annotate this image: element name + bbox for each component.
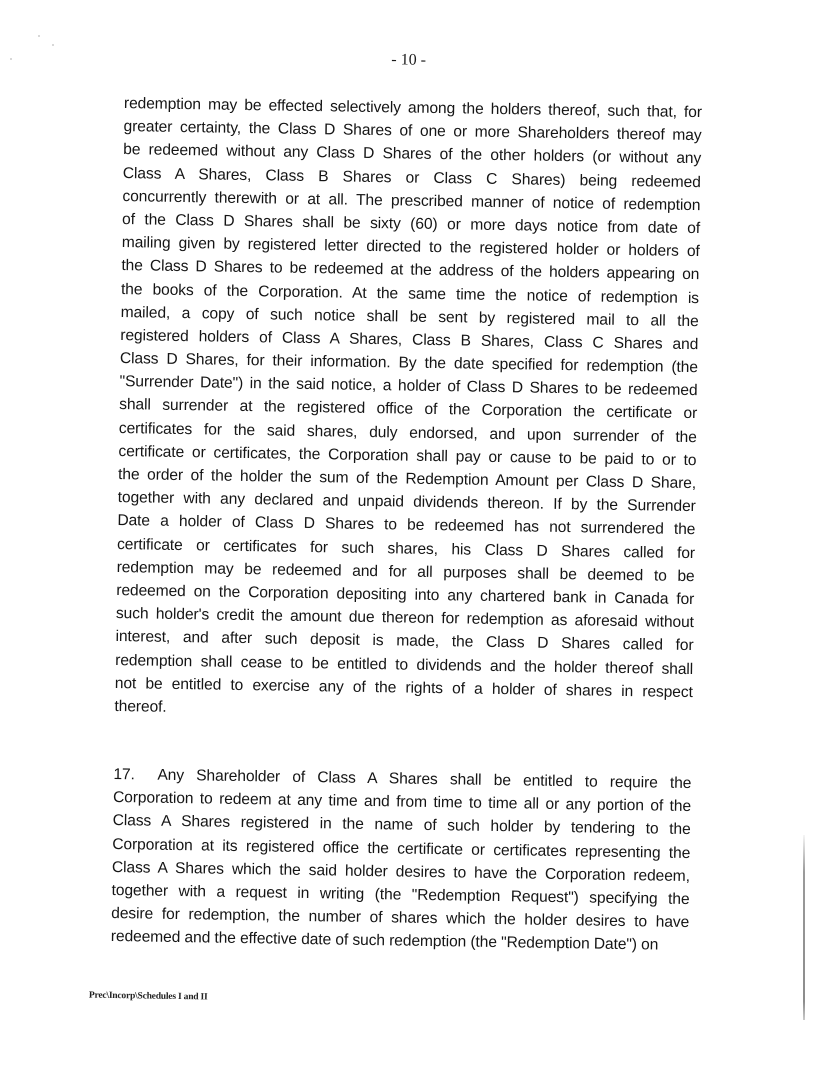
text-line: certificate or certificates, the Corporation shall pay or cause to be paid to or to bbox=[118, 442, 697, 469]
text-line: registered holders of Class A Shares, Class B Shares, Class C Shares and bbox=[120, 326, 699, 353]
paragraph-number: 17. bbox=[113, 765, 135, 784]
text-line: of the Class D Shares shall be sixty (60) or more days notice from date of bbox=[121, 210, 701, 238]
text-line: together with a request in writing (the "Redemption Request") specifying the bbox=[111, 881, 690, 908]
scan-speck bbox=[10, 58, 12, 60]
paragraph-17 bbox=[111, 763, 692, 958]
text-line: be redeemed without any Class D Shares of the other holders (or without any bbox=[123, 141, 702, 168]
text-line: redeemed on the Corporation depositing into any chartered bank in Canada for bbox=[116, 581, 695, 609]
text-line: Corporation to redeem at any time and from time to time all or any portion of the bbox=[112, 789, 692, 816]
scan-speck bbox=[38, 35, 40, 37]
text-line: together with any declared and unpaid dividends thereon. If by the Surrender bbox=[117, 489, 696, 516]
text-line: Class A Shares which the said holder desires to have the Corporation redeem, bbox=[111, 858, 691, 885]
text-line: Class A Shares, Class B Shares or Class C Shares) being redeemed bbox=[122, 164, 701, 191]
text-line: greater certainty, the Class D Shares of one or more Shareholders thereof may bbox=[123, 118, 702, 145]
text-line: thereof. bbox=[114, 697, 167, 716]
text-line: the order of the holder the sum of the Redemption Amount per Class D Share, bbox=[117, 466, 697, 493]
scan-speck bbox=[52, 44, 54, 46]
text-line: mailed, a copy of such notice shall be sent by registered mail to all the bbox=[120, 303, 699, 330]
footer-file-path: Prec\Incorp\Schedules I and II bbox=[88, 990, 208, 1003]
text-line: redemption may be effected selectively among the holders thereof, such that, for bbox=[123, 95, 703, 122]
text-line: the Class D Shares to be redeemed at the address of the holders appearing on bbox=[121, 257, 700, 284]
text-line: Date a holder of Class D Shares to be redeemed has not surrendered the bbox=[117, 512, 696, 539]
text-line: Class D Shares, for their information. By the date specified for redemption (the bbox=[119, 350, 699, 377]
paragraph-continuation bbox=[114, 92, 702, 727]
page-number: - 10 - bbox=[391, 51, 427, 69]
text-line: redeemed and the effective date of such redemption (the "Redemption Date") on bbox=[110, 928, 659, 954]
scan-edge-line bbox=[803, 835, 805, 1020]
text-line: Class A Shares registered in the name of such holder by tendering to the bbox=[112, 812, 691, 839]
text-line: such holder's credit the amount due thereon for redemption as aforesaid without bbox=[115, 605, 694, 632]
text-line: redemption shall cease to be entitled to dividends and the holder thereof shall bbox=[115, 651, 694, 678]
text-line: Corporation at its registered office the certificate or certificates representing the bbox=[112, 835, 691, 862]
text-line: the books of the Corporation. At the same time the notice of redemption is bbox=[120, 280, 700, 307]
text-line: not be entitled to exercise any of the rights of a holder of shares in respect bbox=[114, 674, 693, 701]
text-line: certificate or certificates for such shares, his Class D Shares called for bbox=[116, 535, 696, 562]
text-line: certificates for the said shares, duly endorsed, and upon surrender of the bbox=[118, 419, 697, 446]
text-line: shall surrender at the registered office of the Corporation the certificate or bbox=[119, 396, 698, 423]
text-line: interest, and after such deposit is made, the Class D Shares called for bbox=[115, 628, 694, 655]
text-line: concurrently therewith or at all. The prescribed manner of notice of redemption bbox=[122, 187, 701, 214]
text-line: "Surrender Date") in the said notice, a holder of Class D Shares to be redeemed bbox=[119, 373, 698, 400]
text-line: desire for redemption, the number of shares which the holder desires to have bbox=[111, 905, 690, 932]
text-line-content: Any Shareholder of Class A Shares shall be entitled to require the bbox=[157, 766, 692, 793]
text-line: mailing given by registered letter directed to the registered holder or holders of bbox=[121, 234, 700, 261]
text-line: redemption may be redeemed and for all purposes shall be deemed to be bbox=[116, 558, 695, 585]
